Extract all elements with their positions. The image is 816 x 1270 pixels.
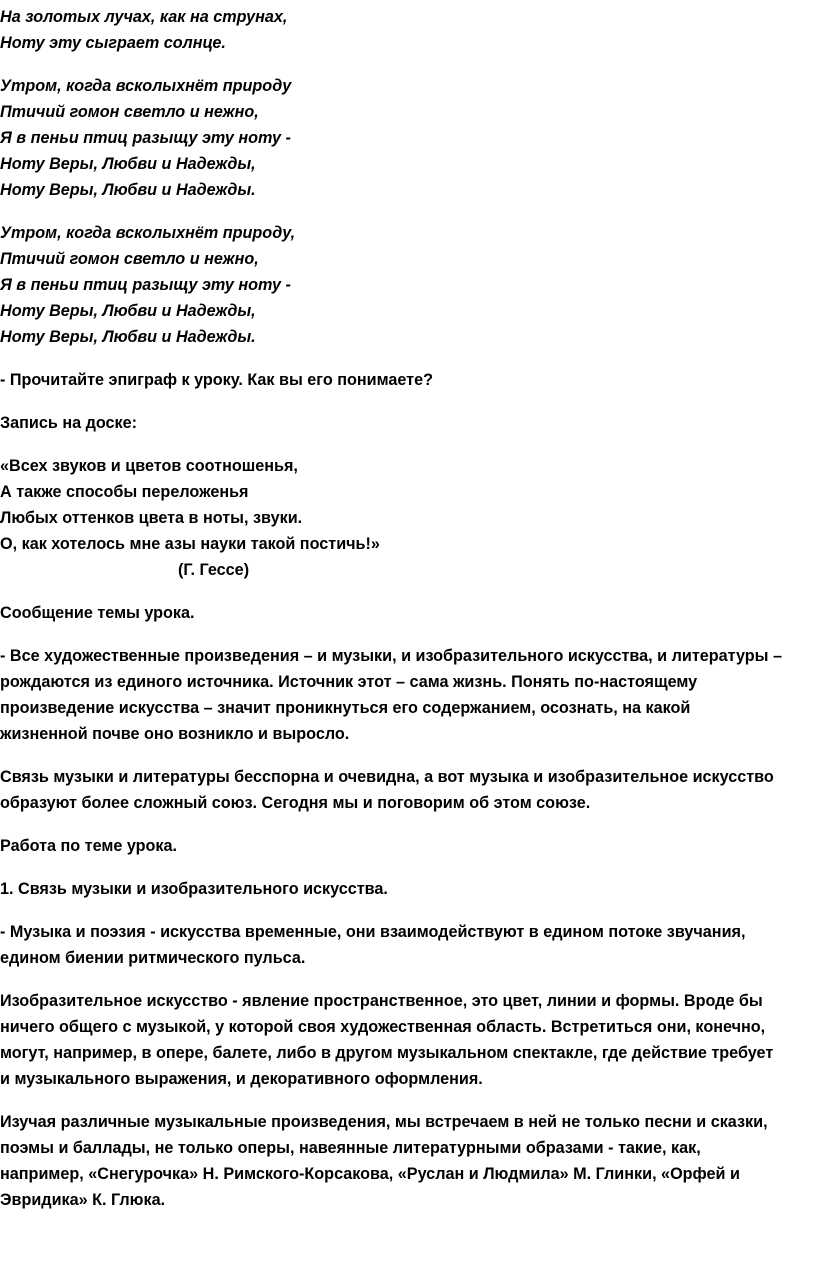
paragraph-line: Изобразительное искусство - явление пространственное, это цвет, линии и формы. Вроде бы [0,992,763,1010]
section-1-heading [0,876,800,902]
paragraph-music-literature [0,764,800,816]
poem-intro [0,4,800,56]
topic-text: Сообщение темы урока. [0,604,195,622]
paragraph-line: Связь музыки и литературы бесспорна и очевидна, а вот музыка и изобразительное искусство [0,768,774,786]
poem-line: Ноту Веры, Любви и Надежды, [0,302,256,320]
paragraph-line: Эвридика» К. Глюка. [0,1191,166,1209]
paragraph-art-source [0,643,800,747]
poem-line: Ноту Веры, Любви и Надежды, [0,155,256,173]
paragraph-temporal-arts [0,919,800,971]
board-note-text: Запись на доске: [0,414,138,432]
quote-line: «Всех звуков и цветов соотношенья, [0,457,298,475]
work-heading [0,833,800,859]
paragraph-line: едином биении ритмического пульса. [0,949,306,967]
heading-text: 1. Связь музыки и изобразительного искусства. [0,880,388,898]
board-note-label [0,410,800,436]
paragraph-line: и музыкального выражения, и декоративного оформления. [0,1070,483,1088]
paragraph-line: - Музыка и поэзия - искусства временные, они взаимодействуют в едином потоке звучания, [0,923,746,941]
topic-announcement [0,600,800,626]
epigraph-quote [0,453,800,583]
poem-line: Утром, когда всколыхнёт природу, [0,224,296,242]
poem-line: Птичий гомон светло и нежно, [0,103,259,121]
poem-line: Я в пеньи птиц разыщу эту ноту - [0,129,291,147]
paragraph-line: могут, например, в опере, балете, либо в другом музыкальном спектакле, где действие требует [0,1044,774,1062]
paragraph-line: поэмы и баллады, не только оперы, навеянные литературными образами - такие, как, [0,1139,701,1157]
question-epigraph [0,367,800,393]
poem-line: Птичий гомон светло и нежно, [0,250,259,268]
paragraph-literary-images [0,1109,800,1213]
poem-line: Ноту Веры, Любви и Надежды. [0,181,256,199]
paragraph-line: Изучая различные музыкальные произведения, мы встречаем в ней не только песни и сказки, [0,1113,768,1131]
poem-line: Я в пеньи птиц разыщу эту ноту - [0,276,291,294]
heading-text: Работа по теме урока. [0,837,178,855]
poem-verse-2 [0,220,800,350]
quote-author: (Г. Гессе) [178,561,250,579]
paragraph-line: жизненной почве оно возникло и выросло. [0,725,350,743]
paragraph-line: рождаются из единого источника. Источник этот – сама жизнь. Понять по-настоящему [0,673,698,691]
poem-line: На золотых лучах, как на струнах, [0,8,288,26]
question-text: - Прочитайте эпиграф к уроку. Как вы его понимаете? [0,371,433,389]
quote-line: Любых оттенков цвета в ноты, звуки. [0,509,303,527]
paragraph-line: произведение искусства – значит проникнуться его содержанием, осознать, на какой [0,699,691,717]
quote-line: А также способы переложенья [0,483,249,501]
poem-line: Утром, когда всколыхнёт природу [0,77,292,95]
quote-line: О, как хотелось мне азы науки такой постичь!» [0,535,380,553]
poem-line: Ноту Веры, Любви и Надежды. [0,328,256,346]
paragraph-line: - Все художественные произведения – и музыки, и изобразительного искусства, и литературы – [0,647,783,665]
paragraph-line: ничего общего с музыкой, у которой своя художественная область. Встретиться они, конечно, [0,1018,766,1036]
paragraph-visual-art [0,988,800,1092]
paragraph-line: образуют более сложный союз. Сегодня мы и поговорим об этом союзе. [0,794,591,812]
poem-verse-1 [0,73,800,203]
paragraph-line: например, «Снегурочка» Н. Римского-Корсакова, «Руслан и Людмила» М. Глинки, «Орфей и [0,1165,740,1183]
poem-line: Ноту эту сыграет солнце. [0,34,226,52]
